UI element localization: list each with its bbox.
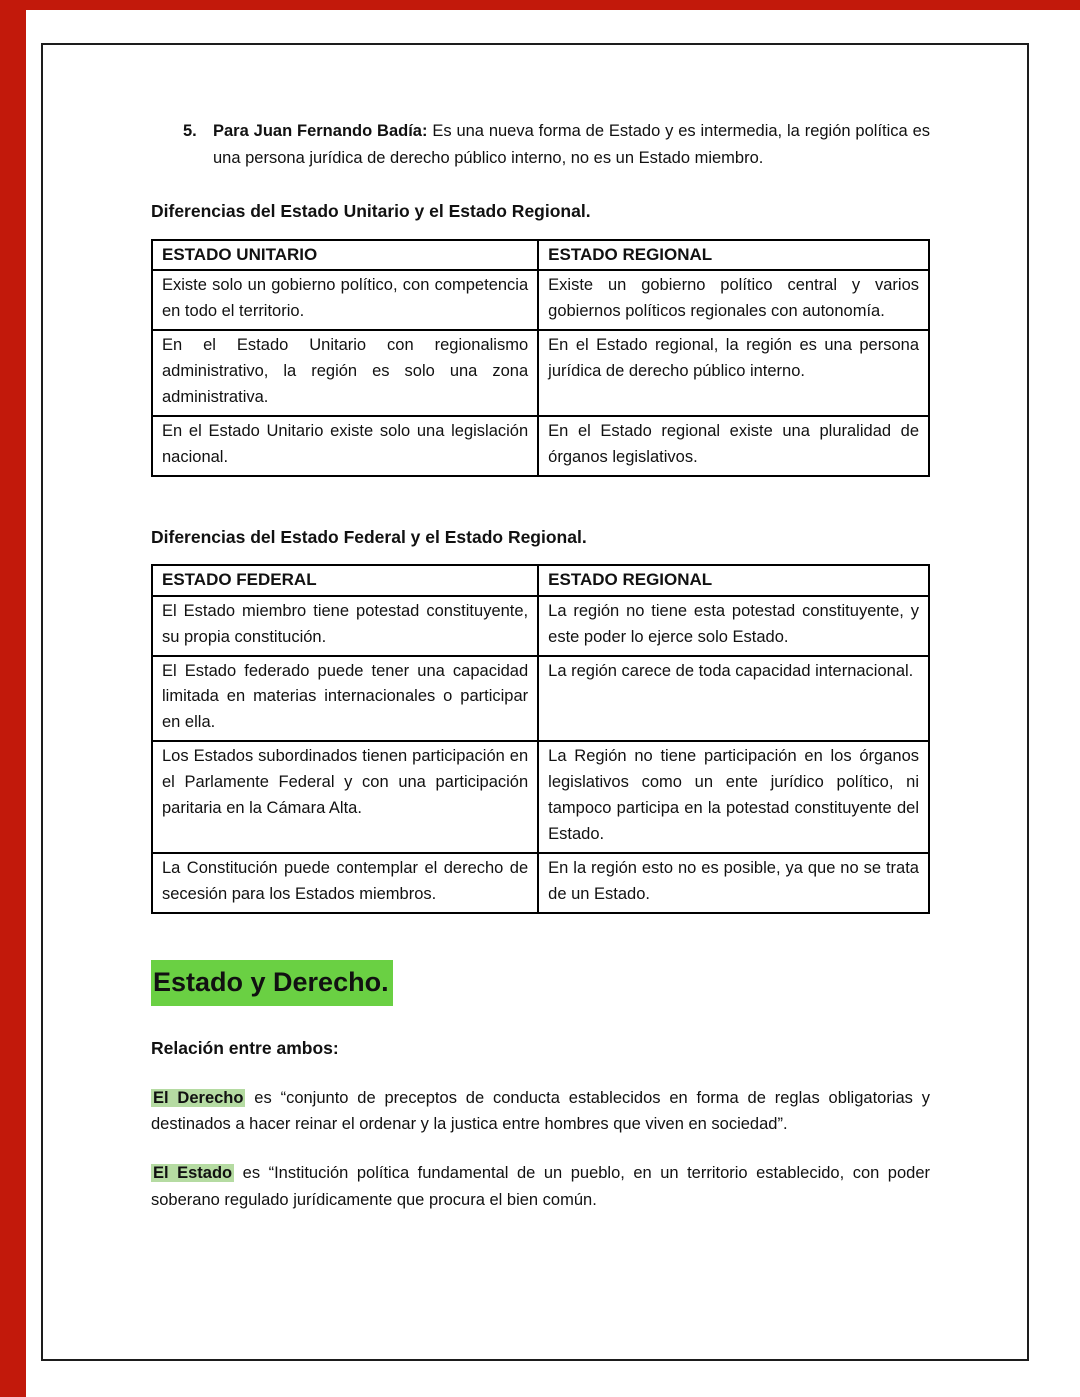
table-cell: En la región esto no es posible, ya que no se trata de un Estado. (538, 853, 929, 913)
table-cell: En el Estado Unitario con regionalismo administrativo, la región es solo una zona administrativa. (152, 330, 538, 416)
paragraph-el-derecho (151, 1085, 930, 1138)
table-cell: Existe un gobierno político central y varios gobiernos políticos regionales con autonomía. (538, 270, 929, 330)
table-cell: El Estado miembro tiene potestad constituyente, su propia constitución. (152, 596, 538, 656)
highlight-el-estado: El Estado (153, 1164, 233, 1183)
column-header-estado-regional: ESTADO REGIONAL (538, 240, 929, 271)
list-item-body-text: Es una nueva forma de Estado y es intermedia, la región política es una persona jurídica de derecho público interno, no es un Estado miembro. (213, 122, 930, 167)
paragraph-el-estado-text: es “Institución política fundamental de un pueblo, en un territorio establecido, con poder soberano regulado jurídicamente que procura el bien común. (151, 1164, 931, 1209)
table-cell: La región carece de toda capacidad internacional. (538, 656, 929, 742)
table-federal-regional (151, 564, 930, 913)
heading-federal-regional: Diferencias del Estado Federal y el Estado Regional. (151, 526, 587, 547)
paragraph-el-estado (151, 1160, 930, 1213)
heading-unitario-regional: Diferencias del Estado Unitario y el Estado Regional. (151, 201, 591, 222)
section-estado-y-derecho (151, 960, 930, 1007)
table-row (152, 270, 929, 330)
table-row (152, 853, 929, 913)
list-item-text (213, 118, 930, 171)
table-row (152, 416, 929, 476)
list-item-bold-lead: Para Juan Fernando Badía: (213, 122, 428, 140)
page-edge-top (0, 0, 1080, 10)
table-cell: Los Estados subordinados tienen participación en el Parlamente Federal y con una participación paritaria en la Cámara Alta. (152, 741, 538, 853)
column-header-estado-federal: ESTADO FEDERAL (152, 565, 538, 596)
paragraph-el-derecho-text: es “conjunto de preceptos de conducta establecidos en forma de reglas obligatorias y destinados a hacer reinar el ordenar y la justica entre hombres que viven en sociedad”. (151, 1088, 931, 1134)
subheading-relacion-entre-ambos: Relación entre ambos: (151, 1038, 339, 1059)
table-cell: El Estado federado puede tener una capacidad limitada en materias internacionales o participar en ella. (152, 656, 538, 742)
table-cell: En el Estado regional, la región es una persona jurídica de derecho público interno. (538, 330, 929, 416)
table-cell: La Región no tiene participación en los órganos legislativos como un ente jurídico político, ni tampoco participa en la potestad constituyente del Estado. (538, 741, 929, 853)
table-header-row (152, 240, 929, 271)
table-cell: La región no tiene esta potestad constituyente, y este poder lo ejerce solo Estado. (538, 596, 929, 656)
table-unitario-regional (151, 239, 930, 477)
table-cell: En el Estado Unitario existe solo una legislación nacional. (152, 416, 538, 476)
table-row (152, 330, 929, 416)
heading-estado-y-derecho: Estado y Derecho. (151, 960, 393, 1007)
column-header-estado-regional: ESTADO REGIONAL (538, 565, 929, 596)
highlight-el-derecho: El Derecho (153, 1088, 244, 1107)
table-row (152, 656, 929, 742)
table-row (152, 596, 929, 656)
page-edge-left (0, 0, 26, 1397)
table-header-row (152, 565, 929, 596)
numbered-list-item-5 (151, 118, 930, 171)
document-content (151, 118, 930, 1235)
column-header-estado-unitario: ESTADO UNITARIO (152, 240, 538, 271)
table-cell: La Constitución puede contemplar el derecho de secesión para los Estados miembros. (152, 853, 538, 913)
table-row (152, 741, 929, 853)
table-cell: Existe solo un gobierno político, con competencia en todo el territorio. (152, 270, 538, 330)
list-item-number: 5. (183, 122, 197, 140)
table-cell: En el Estado regional existe una pluralidad de órganos legislativos. (538, 416, 929, 476)
